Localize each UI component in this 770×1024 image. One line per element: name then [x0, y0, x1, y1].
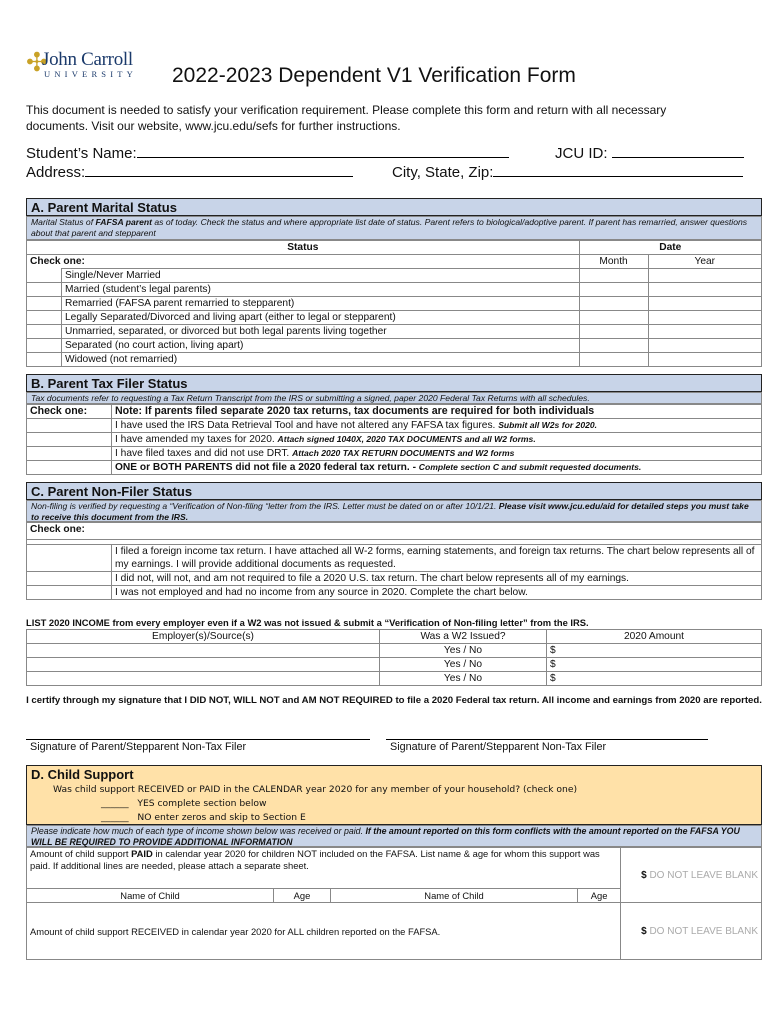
no-option[interactable]: ______ NO enter zeros and skip to Section E — [101, 812, 306, 823]
status-checkbox[interactable] — [27, 325, 62, 339]
year-field[interactable] — [648, 269, 761, 283]
status-option: Separated (no court action, living apart) — [62, 339, 580, 353]
amount-header: 2020 Amount — [547, 630, 762, 644]
status-option: Legally Separated/Divorced and living apart (either to legal or stepparent) — [62, 311, 580, 325]
status-checkbox[interactable] — [27, 311, 62, 325]
income-row — [27, 658, 762, 672]
non-filer-checkbox[interactable] — [27, 545, 112, 572]
tax-status-option: I have used the IRS Data Retrieval Tool and have not altered any FAFSA tax figures. Submit all W2s for 2020. — [112, 419, 762, 433]
year-field[interactable] — [648, 325, 761, 339]
status-checkbox[interactable] — [27, 339, 62, 353]
month-field[interactable] — [579, 325, 648, 339]
status-checkbox[interactable] — [27, 297, 62, 311]
status-option: Single/Never Married — [62, 269, 580, 283]
status-header: Status — [27, 241, 580, 255]
date-header: Date — [579, 241, 761, 255]
year-field[interactable] — [648, 283, 761, 297]
month-field[interactable] — [579, 339, 648, 353]
status-option: Remarried (FAFSA parent remarried to stepparent) — [62, 297, 580, 311]
logo-name: John Carroll — [42, 49, 133, 70]
check-one-label: Check one: — [27, 405, 112, 419]
month-header: Month — [579, 255, 648, 269]
section-d-note: Please indicate how much of each type of income shown below was received or paid. If the amount reported on this form conflicts with the amount reported on the FAFSA YOU WILL BE REQUIRED TO PROVIDE ADDITIONAL INFORMATION — [26, 825, 762, 847]
employer-header: Employer(s)/Source(s) — [27, 630, 380, 644]
jcu-id-row — [555, 145, 744, 162]
intro-text: This document is needed to satisfy your verification requirement. Please complete this form and return with all necessary documents. Visit our website, www.jcu.edu/sefs for further instructions. — [26, 103, 667, 133]
city-field[interactable] — [493, 176, 743, 177]
city-label: City, State, Zip: — [392, 164, 494, 181]
signature-label-2: Signature of Parent/Stepparent Non-Tax Filer — [390, 741, 607, 753]
month-field[interactable] — [579, 269, 648, 283]
name-of-child-header-1: Name of Child — [27, 889, 274, 903]
student-name-label: Student’s Name: — [26, 145, 137, 162]
child-support-question: Was child support RECEIVED or PAID in the CALENDAR year 2020 for any member of your household? (check one) — [53, 784, 578, 795]
w2-header: Was a W2 Issued? — [380, 630, 547, 644]
section-b-note: Tax documents refer to requesting a Tax Return Transcript from the IRS or submitting a signed, paper 2020 Federal Tax Returns with all schedules. — [26, 392, 762, 404]
name-of-child-header-2: Name of Child — [331, 889, 578, 903]
non-filer-table — [26, 522, 762, 600]
employer-field[interactable] — [27, 644, 380, 658]
received-description: Amount of child support RECEIVED in calendar year 2020 for ALL children reported on the FAFSA. — [27, 903, 621, 960]
paid-amount-field[interactable]: $ DO NOT LEAVE BLANK — [621, 848, 762, 903]
section-d-box — [26, 765, 762, 825]
tax-status-checkbox[interactable] — [27, 461, 112, 475]
employer-field[interactable] — [27, 672, 380, 686]
signature-line-1[interactable] — [26, 739, 370, 740]
w2-choice[interactable]: Yes / No — [380, 658, 547, 672]
year-header: Year — [648, 255, 761, 269]
month-field[interactable] — [579, 353, 648, 367]
tax-status-checkbox[interactable] — [27, 447, 112, 461]
city-row — [392, 164, 743, 181]
month-field[interactable] — [579, 311, 648, 325]
tax-status-option: I have filed taxes and did not use DRT. Attach 2020 TAX RETURN DOCUMENTS and W2 forms — [112, 447, 762, 461]
w2-choice[interactable]: Yes / No — [380, 644, 547, 658]
income-row — [27, 672, 762, 686]
year-field[interactable] — [648, 311, 761, 325]
child-support-table — [26, 847, 762, 960]
non-filer-option: I was not employed and had no income from any source in 2020. Complete the chart below. — [112, 586, 762, 600]
income-instruction: LIST 2020 INCOME from every employer even if a W2 was not issued & submit a “Verification of Non-filing letter” from the IRS. — [26, 617, 589, 628]
paid-description: Amount of child support PAID in calendar year 2020 for children NOT included on the FAFSA. List name & age for whom this support was paid. If additional lines are needed, please attach a separate sheet. — [27, 848, 621, 889]
yes-option[interactable]: ______ YES complete section below — [101, 798, 267, 809]
w2-choice[interactable]: Yes / No — [380, 672, 547, 686]
received-amount-field[interactable]: $ DO NOT LEAVE BLANK — [621, 903, 762, 960]
address-label: Address: — [26, 164, 86, 181]
note-label: Note: If parents filed separate 2020 tax returns, tax documents are required for both individuals — [112, 405, 762, 419]
certification-text: I certify through my signature that I DID NOT, WILL NOT and AM NOT REQUIRED to file a 2020 Federal tax return. All income and earnings from 2020 are reported. — [26, 695, 762, 706]
section-c-note: Non-filing is verified by requesting a “Verification of Non-filing “letter from the IRS. Letter must be dated on or after 10/1/21. Please visit www.jcu.edu/aid for detailed steps you must take to receive this document from the IRS. — [26, 500, 762, 522]
non-filer-checkbox[interactable] — [27, 572, 112, 586]
month-field[interactable] — [579, 283, 648, 297]
income-row — [27, 644, 762, 658]
check-one-label: Check one: — [27, 255, 580, 269]
income-table — [26, 629, 762, 686]
status-checkbox[interactable] — [27, 353, 62, 367]
status-option: Married (student’s legal parents) — [62, 283, 580, 297]
tax-filer-table — [26, 404, 762, 475]
university-logo — [26, 50, 146, 80]
employer-field[interactable] — [27, 658, 380, 672]
year-field[interactable] — [648, 339, 761, 353]
section-c-header: C. Parent Non-Filer Status — [26, 482, 762, 500]
amount-field[interactable]: $ — [547, 672, 762, 686]
student-name-row — [26, 145, 509, 162]
age-header-2: Age — [578, 889, 621, 903]
tax-status-option: ONE or BOTH PARENTS did not file a 2020 federal tax return. - Complete section C and submit requested documents. — [112, 461, 762, 475]
logo-university: UNIVERSITY — [44, 69, 137, 79]
section-d-header: D. Child Support — [31, 767, 134, 782]
jcu-id-label: JCU ID: — [555, 145, 608, 162]
signature-label-1: Signature of Parent/Stepparent Non-Tax Filer — [30, 741, 247, 753]
marital-status-table — [26, 240, 762, 367]
month-field[interactable] — [579, 297, 648, 311]
address-row — [26, 164, 353, 181]
status-option: Unmarried, separated, or divorced but both legal parents living together — [62, 325, 580, 339]
address-field[interactable] — [85, 176, 353, 177]
jcu-id-field[interactable] — [612, 157, 744, 158]
tax-status-checkbox[interactable] — [27, 419, 112, 433]
non-filer-option: I filed a foreign income tax return. I have attached all W-2 forms, earning statements, and foreign tax returns. The chart below represents all of my earnings. I will provide additional documents as requested. — [112, 545, 762, 572]
year-field[interactable] — [648, 353, 761, 367]
non-filer-checkbox[interactable] — [27, 586, 112, 600]
age-header-1: Age — [274, 889, 331, 903]
amount-field[interactable]: $ — [547, 644, 762, 658]
non-filer-option: I did not, will not, and am not required to file a 2020 U.S. tax return. The chart below represents all of my earnings. — [112, 572, 762, 586]
student-name-field[interactable] — [137, 157, 509, 158]
cross-icon: ✣ — [26, 48, 48, 78]
section-a-note: Marital Status of FAFSA parent as of today. Check the status and where appropriate list date of status. Parent refers to biological/adoptive parent. If parent has remarried, answer questions about that parent and stepparent — [26, 216, 762, 240]
status-option: Widowed (not remarried) — [62, 353, 580, 367]
check-one-label: Check one: — [27, 523, 762, 540]
page-title: 2022-2023 Dependent V1 Verification Form — [172, 64, 576, 87]
year-field[interactable] — [648, 297, 761, 311]
status-checkbox[interactable] — [27, 283, 62, 297]
status-checkbox[interactable] — [27, 269, 62, 283]
amount-field[interactable]: $ — [547, 658, 762, 672]
section-a-header: A. Parent Marital Status — [26, 198, 762, 216]
section-b-header: B. Parent Tax Filer Status — [26, 374, 762, 392]
signature-line-2[interactable] — [386, 739, 708, 740]
tax-status-option: I have amended my taxes for 2020. Attach signed 1040X, 2020 TAX DOCUMENTS and all W2 forms. — [112, 433, 762, 447]
tax-status-checkbox[interactable] — [27, 433, 112, 447]
